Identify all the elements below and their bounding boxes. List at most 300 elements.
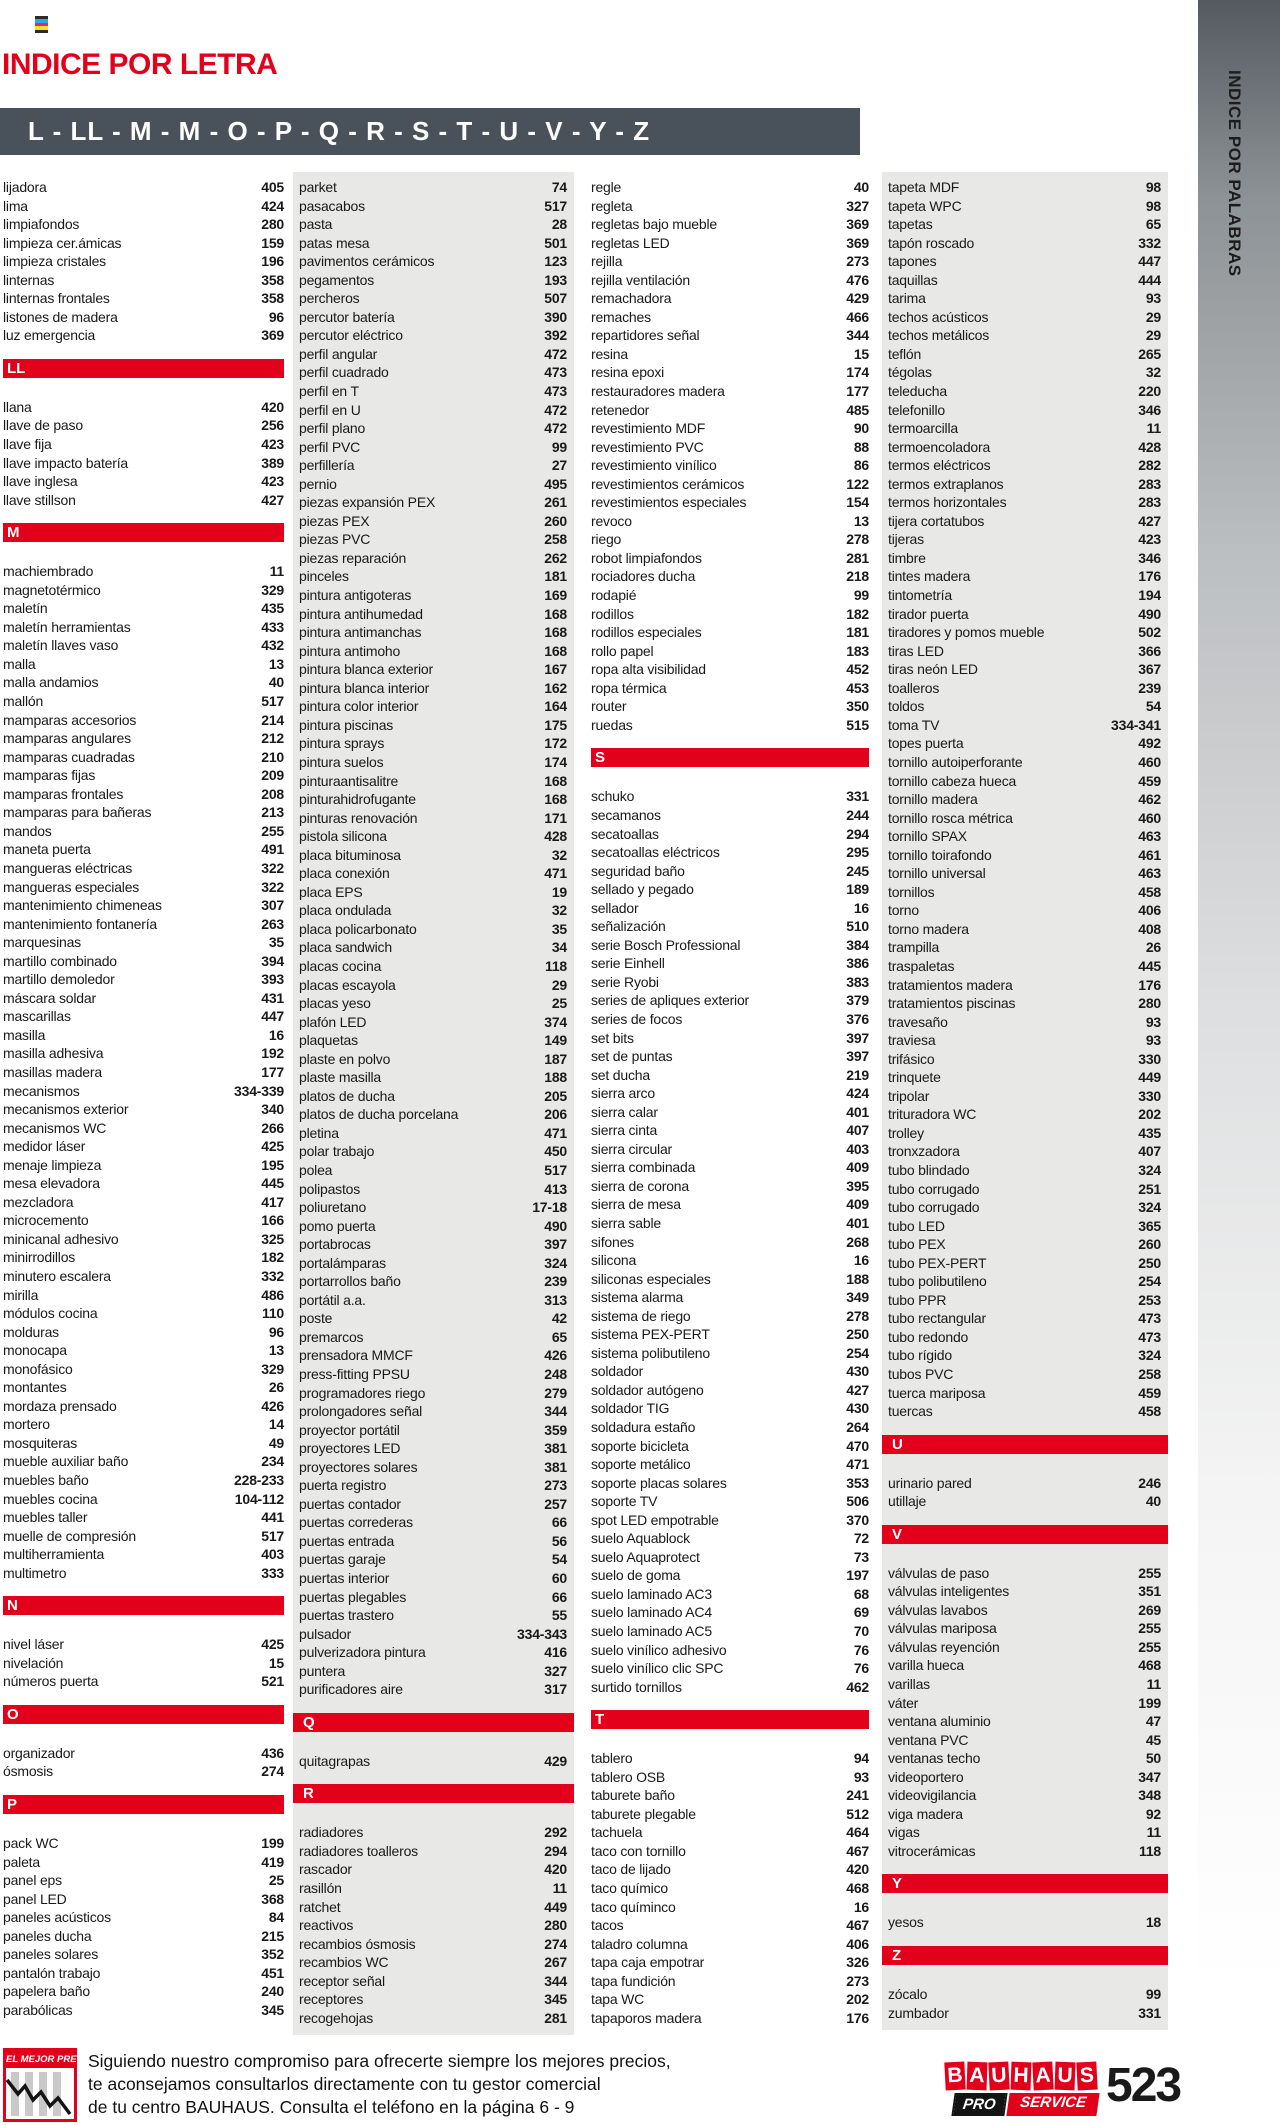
entry-term: vitrocerámicas (888, 1842, 976, 1859)
entry-term: radiadores (299, 1824, 364, 1841)
entry-term: molduras (3, 1323, 59, 1340)
entry-term: nivelación (3, 1654, 64, 1671)
index-entry (299, 512, 567, 531)
entry-page: 215 (261, 1927, 284, 1944)
entry-page: 93 (1145, 1032, 1161, 1049)
entry-term: pinceles (299, 568, 349, 585)
index-entry (299, 1823, 567, 1842)
entry-page: 344 (846, 327, 869, 344)
index-entry (299, 1402, 567, 1421)
index-entry (299, 1180, 567, 1199)
index-entry (888, 1694, 1161, 1713)
entry-page: 195 (261, 1156, 284, 1173)
index-entry (888, 716, 1161, 735)
entry-term: percheros (299, 290, 360, 307)
entry-page: 256 (261, 417, 284, 434)
index-entry (299, 1625, 567, 1644)
entry-page: 278 (846, 1307, 869, 1324)
entry-page: 274 (544, 1935, 567, 1952)
entry-term: placa sandwich (299, 939, 392, 956)
index-entry (299, 215, 567, 234)
entry-page: 425 (261, 1636, 284, 1653)
entry-page: 205 (544, 1087, 567, 1104)
entry-page: 426 (544, 1347, 567, 1364)
page-number: 523 (1106, 2059, 1181, 2112)
index-entry (888, 308, 1161, 327)
entry-page: 449 (544, 1898, 567, 1915)
entry-page: 149 (544, 1032, 567, 1049)
index-entry (299, 846, 567, 865)
entry-term: remaches (591, 308, 651, 325)
entry-term: soldadura estaño (591, 1419, 696, 1435)
entry-term: masillas madera (3, 1063, 102, 1080)
index-entry (3, 1853, 284, 1872)
entry-term: pomo puerta (299, 1217, 376, 1234)
entry-term: tubo polibutileno (888, 1273, 987, 1290)
entry-term: videovigilancia (888, 1787, 977, 1804)
entry-term: revestimientos especiales (591, 494, 747, 511)
index-entry (591, 787, 869, 806)
entry-term: seguridad baño (591, 862, 685, 879)
entry-page: 467 (846, 1917, 869, 1934)
index-entry (299, 475, 567, 494)
index-entry (591, 2009, 869, 2028)
index-entry (591, 1474, 869, 1493)
entry-page: 324 (544, 1254, 567, 1271)
entry-page: 423 (1138, 531, 1161, 548)
entry-page: 188 (544, 1069, 567, 1086)
entry-page: 344 (544, 1972, 567, 1989)
index-entry (591, 512, 869, 531)
entry-page: 390 (544, 308, 567, 325)
entry-page: 264 (846, 1419, 869, 1435)
entry-term: series de focos (591, 1010, 683, 1027)
entry-page: 254 (846, 1344, 869, 1361)
index-entry (888, 567, 1161, 586)
entry-term: perfil cuadrado (299, 364, 389, 381)
index-entry (888, 1675, 1161, 1694)
entry-page: 332 (1138, 234, 1161, 251)
index-entry (299, 1990, 567, 2009)
entry-term: suelo vinílico adhesivo (591, 1641, 727, 1658)
entry-term: machiembrado (3, 563, 94, 580)
entry-term: sierra de mesa (591, 1196, 681, 1213)
entry-term: mamparas para bañeras (3, 804, 152, 821)
entry-page: 250 (846, 1326, 869, 1343)
index-entry (3, 1007, 284, 1026)
entry-page: 13 (853, 512, 869, 529)
index-entry (888, 976, 1161, 995)
entry-term: minutero escalera (3, 1267, 111, 1284)
entry-page: 515 (846, 716, 869, 733)
entry-term: válvulas lavabos (888, 1601, 988, 1618)
entry-page: 70 (853, 1623, 869, 1640)
entry-term: mecanismos exterior (3, 1101, 129, 1118)
entry-page: 189 (846, 881, 869, 898)
index-entry (3, 2001, 284, 2020)
index-entry (591, 1344, 869, 1363)
entry-page: 65 (551, 1328, 567, 1345)
entry-term: set ducha (591, 1066, 650, 1083)
index-entry (3, 878, 284, 897)
entry-term: magnetotérmico (3, 581, 101, 598)
bauhaus-letter-tile: A (1032, 2061, 1053, 2090)
entry-page: 166 (261, 1212, 284, 1229)
index-column-1 (3, 172, 284, 2019)
index-entry (299, 178, 567, 197)
entry-page: 460 (1138, 753, 1161, 770)
entry-term: placa EPS (299, 883, 363, 900)
entry-page: 40 (268, 674, 284, 691)
entry-term: revestimientos cerámicos (591, 475, 745, 492)
index-entry (299, 1328, 567, 1347)
index-entry (888, 1365, 1161, 1384)
entry-term: válvulas mariposa (888, 1620, 997, 1637)
entry-term: luz emergencia (3, 327, 96, 344)
index-entry (3, 416, 284, 435)
index-entry (591, 806, 869, 825)
entry-term: termos extraplanos (888, 475, 1004, 492)
entry-term: tapones (888, 253, 937, 270)
index-entry (299, 1291, 567, 1310)
entry-term: robot limpiafondos (591, 549, 702, 566)
index-entry (591, 1047, 869, 1066)
entry-page: 74 (551, 179, 567, 195)
entry-page: 99 (853, 587, 869, 604)
entry-page: 417 (261, 1193, 284, 1210)
entry-page: 93 (1145, 1013, 1161, 1030)
entry-page: 460 (1138, 809, 1161, 826)
entry-page: 420 (846, 1861, 869, 1878)
index-entry (299, 1643, 567, 1662)
entry-page: 45 (1145, 1731, 1161, 1748)
index-entry (591, 1437, 869, 1456)
index-entry (299, 1569, 567, 1588)
entry-term: mezcladora (3, 1193, 74, 1210)
entry-term: mangueras especiales (3, 878, 140, 895)
index-entry (299, 326, 567, 345)
entry-term: lijadora (3, 179, 47, 195)
index-entry (888, 1328, 1161, 1347)
index-entry (888, 1254, 1161, 1273)
entry-page: 436 (261, 1744, 284, 1761)
entry-page: 473 (1138, 1310, 1161, 1327)
print-registration-icon (35, 16, 48, 33)
index-entry (3, 952, 284, 971)
entry-term: puertas garaje (299, 1551, 386, 1568)
entry-term: sellado y pegado (591, 881, 694, 898)
index-entry (888, 1217, 1161, 1236)
entry-page: 280 (544, 1917, 567, 1934)
index-entry (299, 1365, 567, 1384)
entry-term: válvulas de paso (888, 1564, 990, 1581)
entry-term: sierra de corona (591, 1177, 689, 1194)
letter-header-LL: LL (3, 359, 284, 378)
index-entry (299, 234, 567, 253)
index-entry (299, 1972, 567, 1991)
index-entry (591, 623, 869, 642)
index-entry (299, 605, 567, 624)
entry-page: 244 (846, 806, 869, 823)
entry-term: spot LED empotrable (591, 1511, 719, 1528)
index-entry (3, 766, 284, 785)
index-entry (888, 549, 1161, 568)
entry-page: 463 (1138, 865, 1161, 882)
entry-term: videoportero (888, 1768, 964, 1785)
entry-term: ropa térmica (591, 679, 667, 696)
entry-term: mamparas accesorios (3, 711, 137, 728)
entry-term: tornillos (888, 883, 935, 900)
entry-term: montantes (3, 1379, 67, 1396)
index-entry (299, 1662, 567, 1681)
index-entry (591, 1566, 869, 1585)
entry-term: tapeta WPC (888, 197, 962, 214)
entry-term: ventana aluminio (888, 1713, 991, 1730)
index-entry (591, 1140, 869, 1159)
bauhaus-letter-tile: S (1076, 2061, 1097, 2090)
entry-page: 25 (551, 995, 567, 1012)
entry-page: 502 (1138, 624, 1161, 641)
entry-page: 98 (1145, 197, 1161, 214)
entry-term: vigas (888, 1824, 920, 1841)
index-entry (591, 1214, 869, 1233)
index-entry (299, 289, 567, 308)
entry-page: 239 (544, 1273, 567, 1290)
entry-page: 472 (544, 345, 567, 362)
entry-page: 358 (261, 271, 284, 288)
index-entry (299, 864, 567, 883)
entry-term: mascarillas (3, 1008, 71, 1025)
index-entry (299, 976, 567, 995)
entry-term: módulos cocina (3, 1305, 98, 1322)
index-entry (3, 1341, 284, 1360)
entry-page: 485 (846, 401, 869, 418)
entry-term: válvulas reyención (888, 1638, 1000, 1655)
index-entry (3, 1871, 284, 1890)
entry-page: 251 (1138, 1180, 1161, 1197)
index-entry (299, 1458, 567, 1477)
entry-term: silicona (591, 1252, 637, 1269)
entry-page: 16 (853, 1898, 869, 1915)
index-entry (591, 1935, 869, 1954)
entry-page: 281 (846, 549, 869, 566)
entry-page: 258 (544, 531, 567, 548)
entry-page: 517 (544, 1161, 567, 1178)
index-entry (3, 1744, 284, 1763)
index-entry (299, 1752, 567, 1771)
entry-page: 176 (846, 2009, 869, 2026)
entry-page: 491 (261, 841, 284, 858)
bauhaus-letter-tile: U (1055, 2062, 1076, 2091)
entry-page: 175 (544, 716, 567, 733)
index-entry (299, 642, 567, 661)
entry-page: 202 (846, 1991, 869, 2008)
entry-term: soporte metálico (591, 1456, 691, 1473)
index-entry (591, 917, 869, 936)
entry-page: 171 (544, 809, 567, 826)
index-entry (299, 1309, 567, 1328)
entry-page: 213 (261, 804, 284, 821)
entry-term: monofásico (3, 1360, 73, 1377)
entry-term: sierra cinta (591, 1122, 658, 1139)
entry-page: 69 (853, 1604, 869, 1621)
entry-page: 182 (846, 605, 869, 622)
index-entry (299, 1272, 567, 1291)
letter-header-P: P (3, 1795, 284, 1814)
entry-term: topes puerta (888, 735, 964, 752)
entry-term: recogehojas (299, 2009, 374, 2026)
entry-term: toma TV (888, 716, 940, 733)
entry-page: 420 (544, 1861, 567, 1878)
entry-page: 334-339 (234, 1082, 284, 1099)
entry-page: 331 (1138, 2004, 1161, 2021)
index-entry (888, 456, 1161, 475)
index-entry (591, 1585, 869, 1604)
entry-page: 94 (853, 1750, 869, 1767)
entry-term: portátil a.a. (299, 1291, 366, 1308)
entry-term: piezas PVC (299, 531, 371, 548)
entry-term: poste (299, 1310, 333, 1327)
index-column-3 (591, 172, 869, 2027)
letter-nav-bar[interactable]: L - LL - M - M - O - P - Q - R - S - T - U - V - Y - Z (0, 108, 860, 155)
entry-page: 472 (544, 420, 567, 437)
entry-term: serie Einhell (591, 955, 665, 972)
entry-page: 273 (846, 253, 869, 270)
index-entry (299, 1105, 567, 1124)
entry-term: prensadora MMCF (299, 1347, 413, 1364)
index-entry (299, 1935, 567, 1954)
entry-page: 42 (551, 1310, 567, 1327)
letter-header-V: V (882, 1525, 1168, 1544)
entry-term: tubo redondo (888, 1328, 969, 1345)
entry-term: masilla adhesiva (3, 1045, 104, 1062)
index-entry (591, 530, 869, 549)
index-entry (888, 586, 1161, 605)
entry-page: 11 (552, 1880, 567, 1897)
entry-term: puertas trastero (299, 1607, 394, 1624)
entry-page: 330 (1138, 1087, 1161, 1104)
entry-page: 427 (1138, 512, 1161, 529)
pro-service-logo (953, 2093, 1097, 2116)
entry-term: perfillería (299, 457, 355, 474)
index-entry (591, 586, 869, 605)
index-entry (591, 197, 869, 216)
entry-term: mantenimiento fontanería (3, 915, 157, 932)
entry-term: mecanismos (3, 1082, 80, 1099)
index-entry (591, 642, 869, 661)
entry-page: 407 (1138, 1143, 1161, 1160)
entry-term: tapa fundición (591, 1972, 676, 1989)
entry-page: 255 (1138, 1620, 1161, 1637)
entry-page: 273 (544, 1477, 567, 1494)
index-entry (591, 1158, 869, 1177)
entry-term: viga madera (888, 1805, 963, 1822)
entry-page: 370 (846, 1511, 869, 1528)
entry-term: llave impacto batería (3, 454, 128, 471)
entry-page: 14 (268, 1416, 284, 1433)
index-entry (299, 938, 567, 957)
index-entry (299, 827, 567, 846)
index-entry (299, 1588, 567, 1607)
entry-page: 435 (261, 600, 284, 617)
entry-page: 427 (846, 1381, 869, 1398)
entry-page: 96 (268, 308, 284, 325)
entry-term: trinquete (888, 1069, 941, 1086)
entry-page: 358 (261, 290, 284, 307)
entry-page: 517 (544, 197, 567, 214)
entry-page: 490 (1138, 605, 1161, 622)
entry-page: 13 (268, 655, 284, 672)
index-entry (591, 1010, 869, 1029)
index-entry (3, 1945, 284, 1964)
entry-page: 450 (544, 1143, 567, 1160)
index-entry (591, 1233, 869, 1252)
index-entry (888, 215, 1161, 234)
entry-page: 255 (1138, 1564, 1161, 1581)
letter-header-T: T (591, 1710, 869, 1729)
index-entry (299, 697, 567, 716)
index-entry (591, 1325, 869, 1344)
best-price-badge-label: EL MEJOR PRECIO (6, 2051, 74, 2068)
entry-page: 35 (268, 934, 284, 951)
entry-term: papelera baño (3, 1983, 90, 2000)
entry-page: 32 (551, 846, 567, 863)
entry-term: tapa caja empotrar (591, 1954, 705, 1971)
entry-term: regleta (591, 197, 633, 214)
entry-term: tachuela (591, 1824, 643, 1841)
entry-page: 447 (1138, 253, 1161, 270)
entry-page: 359 (544, 1421, 567, 1438)
entry-term: pintura suelos (299, 753, 384, 770)
entry-page: 73 (853, 1548, 869, 1565)
entry-page: 266 (261, 1119, 284, 1136)
entry-page: 254 (1138, 1273, 1161, 1290)
index-entry (299, 1031, 567, 1050)
entry-term: tripolar (888, 1087, 930, 1104)
entry-term: percutor batería (299, 308, 395, 325)
index-entry (299, 920, 567, 939)
sidebar-tab[interactable] (1198, 0, 1280, 1985)
index-entry (299, 1953, 567, 1972)
entry-term: yesos (888, 1914, 924, 1931)
index-entry (299, 1068, 567, 1087)
index-entry (888, 1050, 1161, 1069)
entry-term: pintura antimanchas (299, 624, 422, 641)
index-entry (3, 1564, 284, 1583)
entry-term: limpieza cer.ámicas (3, 234, 122, 251)
bauhaus-letter-tile: U (988, 2061, 1009, 2090)
entry-page: 408 (1138, 920, 1161, 937)
index-entry (3, 491, 284, 510)
index-entry (299, 1879, 567, 1898)
index-entry (3, 252, 284, 271)
index-entry (591, 1529, 869, 1548)
entry-term: plaste en polvo (299, 1050, 391, 1067)
entry-page: 317 (544, 1681, 567, 1698)
entry-term: polipastos (299, 1180, 361, 1197)
entry-term: trituradora WC (888, 1106, 977, 1123)
index-entry (3, 822, 284, 841)
index-entry (3, 618, 284, 637)
entry-page: 430 (846, 1400, 869, 1417)
entry-page: 257 (544, 1495, 567, 1512)
index-entry (299, 1124, 567, 1143)
entry-term: minicanal adhesivo (3, 1230, 119, 1247)
entry-term: purificadores aire (299, 1681, 403, 1698)
entry-page: 15 (268, 1654, 284, 1671)
entry-page: 206 (544, 1106, 567, 1123)
entry-page: 401 (846, 1103, 869, 1120)
